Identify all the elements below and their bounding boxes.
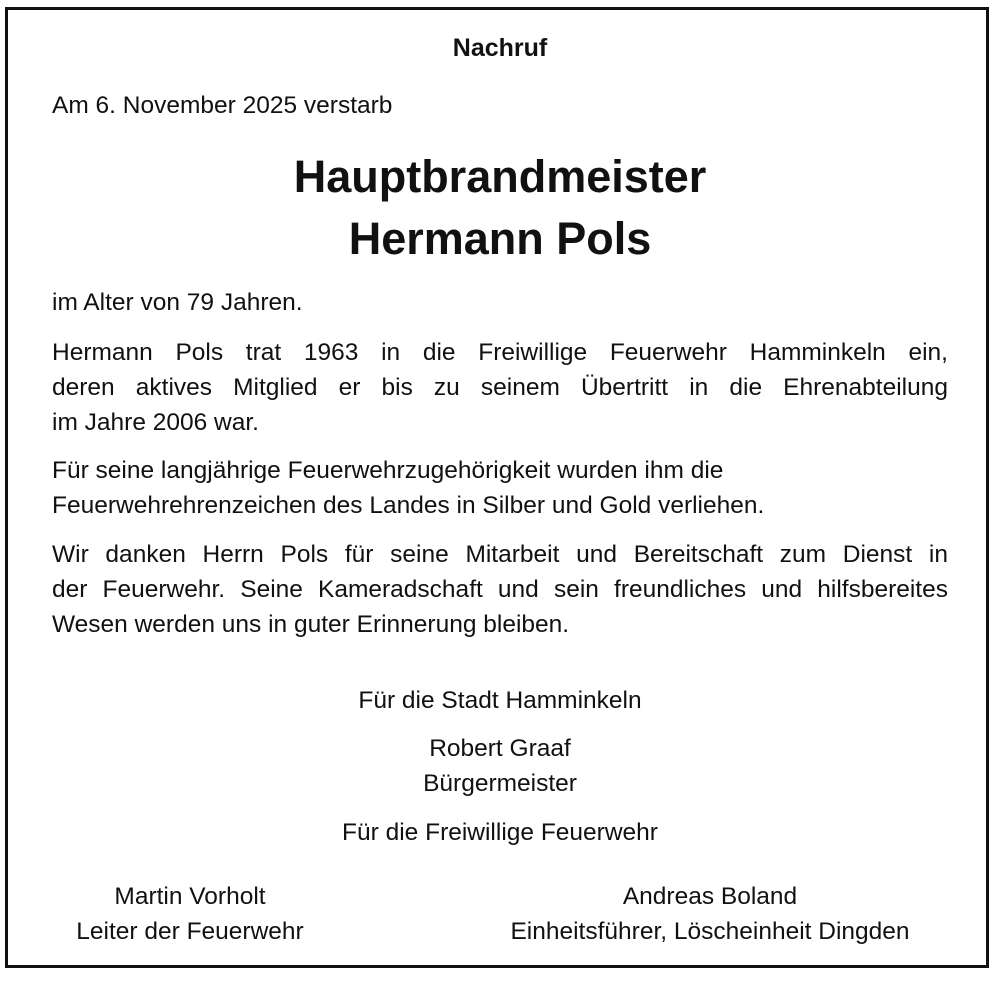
signatory-right-name: Andreas Boland <box>622 883 798 910</box>
paragraph-line: Wir danken Herrn Pols für seine Mitarbeit und Bereitschaft zum Dienst in <box>52 541 948 568</box>
deceased-name-block <box>0 146 1000 270</box>
paragraph-line: Feuerwehrehrenzeichen des Landes in Silber und Gold verliehen. <box>52 492 765 519</box>
paragraph-line: der Feuerwehr. Seine Kameradschaft und sein freundliches und hilfsbereites <box>52 576 948 603</box>
paragraph-membership <box>52 335 952 440</box>
paragraph-line: Hermann Pols trat 1963 in die Freiwillige Feuerwehr Hamminkeln ein, <box>52 339 948 366</box>
signatory-right-title: Einheitsführer, Löscheinheit Dingden <box>510 918 910 945</box>
paragraph-line: Für seine langjährige Feuerwehrzugehörigkeit wurden ihm die <box>52 457 724 484</box>
signatory-right <box>460 879 960 949</box>
intro-line: Am 6. November 2025 verstarb <box>52 92 393 119</box>
age-line: im Alter von 79 Jahren. <box>52 289 303 316</box>
deceased-rank: Hauptbrandmeister <box>293 151 707 202</box>
paragraph-line: im Jahre 2006 war. <box>52 409 259 436</box>
city-line: Für die Stadt Hamminkeln <box>358 687 642 714</box>
signatory-left-title: Leiter der Feuerwehr <box>76 918 304 945</box>
notice-heading: Nachruf <box>452 34 548 62</box>
paragraph-line: Wesen werden uns in guter Erinnerung bleiben. <box>52 611 570 638</box>
paragraph-honors <box>52 453 952 523</box>
signatory-left <box>40 879 340 949</box>
paragraph-thanks <box>52 537 952 642</box>
deceased-name: Hermann Pols <box>348 213 652 264</box>
fire-dept-line: Für die Freiwillige Feuerwehr <box>342 819 658 846</box>
mayor-title: Bürgermeister <box>423 770 577 797</box>
paragraph-line: deren aktives Mitglied er bis zu seinem Übertritt in die Ehrenabteilung <box>52 374 948 401</box>
signatory-left-name: Martin Vorholt <box>114 883 266 910</box>
mayor-name: Robert Graaf <box>429 735 571 762</box>
